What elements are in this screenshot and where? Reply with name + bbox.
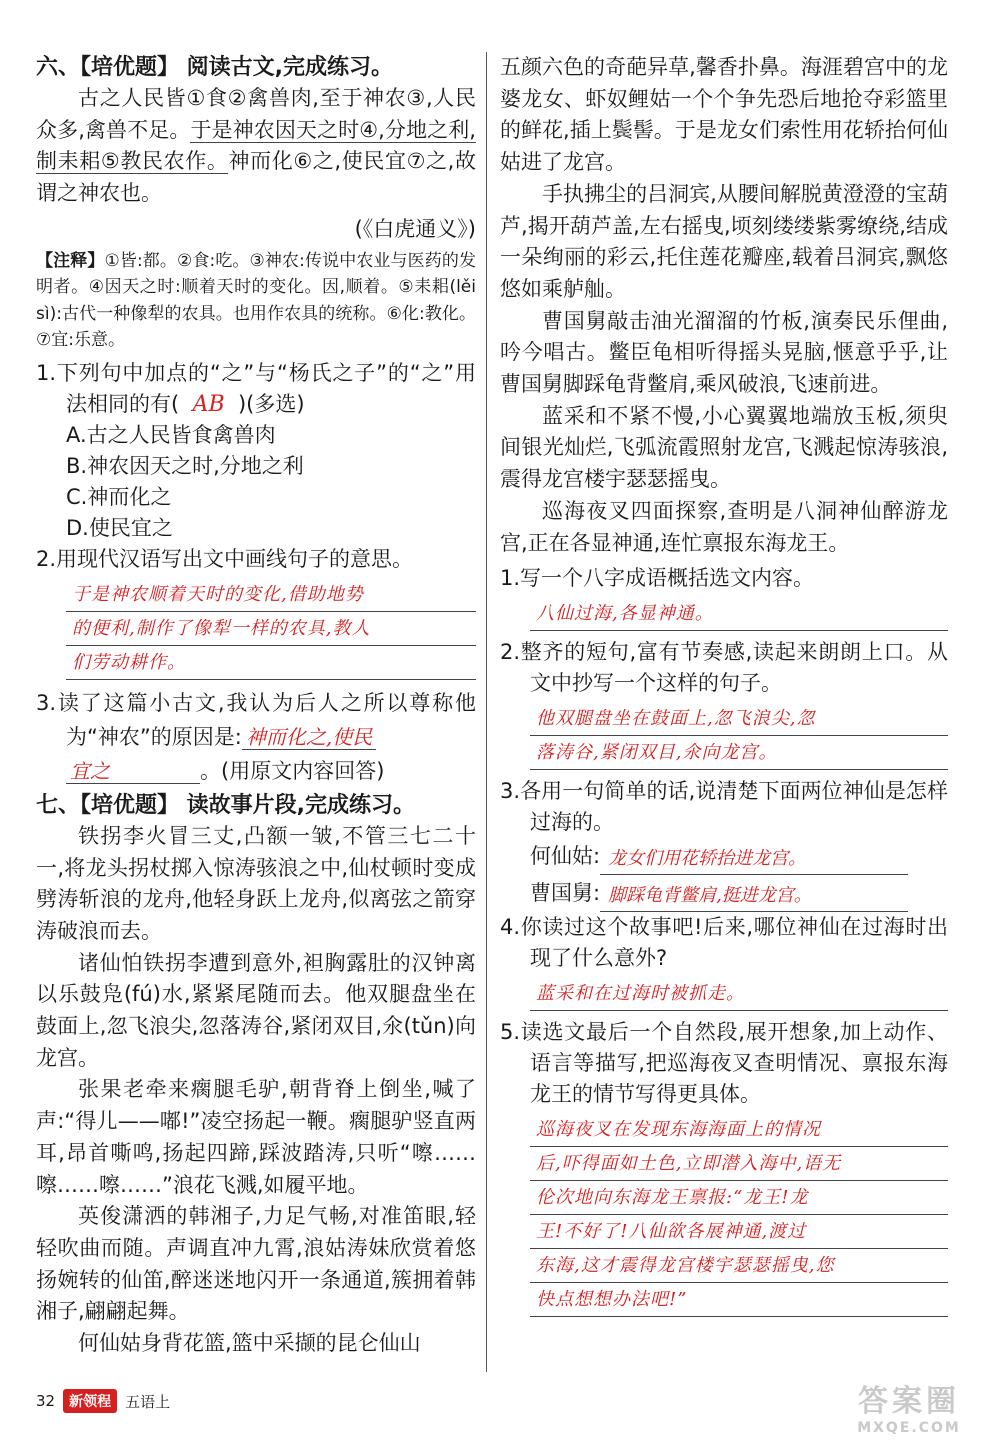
cao-guojiu-row: 曹国舅: 脚踩龟背鳖肩,挺进龙宫。 — [500, 875, 948, 912]
q2-answer-block — [66, 578, 476, 680]
answer-line: 落涛谷,紧闭双目,氽向龙宫。 — [530, 736, 948, 770]
answer-line: 们劳动耕作。 — [66, 646, 476, 680]
answer-line: 后,吓得面如土色,立即潜入海中,语无 — [530, 1147, 948, 1181]
story-paragraph: 张果老牵来瘸腿毛驴,朝背脊上倒坐,喊了声:“得儿——嘟!”凌空扬起一鞭。瘸腿驴竖直两耳,昂首嘶鸣,扬起四蹄,踩波踏涛,只听“嚓……嚓……嚓……”浪花飞溅,如履平地。 — [36, 1077, 476, 1197]
story-paragraph: 巡海夜叉四面探察,查明是八洞神仙醉游龙宫,正在各显神通,连忙禀报东海龙王。 — [500, 498, 948, 555]
he-xiangu-answer: 龙女们用花轿抬进龙宫。 — [600, 844, 908, 875]
option-b: B.神农因天之时,分地之利 — [66, 453, 304, 478]
left-column — [36, 52, 476, 1360]
answer-line: 八仙过海,各显神通。 — [530, 597, 948, 631]
he-xiangu-row: 何仙姑: 龙女们用花轿抬进龙宫。 — [500, 838, 948, 875]
story-paragraph: 手执拂尘的吕洞宾,从腰间解脱黄澄澄的宝葫芦,揭开葫芦盖,左右摇曳,顷刻缕缕紫雾缭绕,结成一朵绚丽的彩云,托住莲花瓣座,载着吕洞宾,飘悠悠如乘舻舢。 — [500, 181, 948, 301]
answer-line: 他双腿盘坐在鼓面上,忽飞浪尖,忽 — [530, 702, 948, 736]
story-paragraph: 英俊潇洒的韩湘子,力足气畅,对准笛眼,轻轻吹曲而随。声调直冲九霄,浪姑涛妹欣赏着悠扬婉转的仙笛,醉迷迷地闪开一条通道,簇拥着韩湘子,翩翩起舞。 — [36, 1204, 476, 1324]
question-6-3: 3.读了这篇小古文,我认为后人之所以尊称他为“神农”的原因是: 神而化之,使民 宜之 。(用原文内容回答) — [36, 690, 476, 783]
answer-line: 蓝采和在过海时被抓走。 — [530, 977, 948, 1011]
question-7-2: 2.整齐的短句,富有节奏感,读起来朗朗上口。从文中抄写一个这样的句子。 — [500, 640, 948, 696]
section-7-title: 七、【培优题】 读故事片段,完成练习。 — [36, 792, 416, 818]
q7-5-answer-block — [530, 1113, 948, 1317]
question-6-1: 1.下列句中加点的“之”与“杨氏之子”的“之”用法相同的有( AB )(多选) — [36, 360, 476, 417]
q1-answer: AB — [192, 391, 225, 417]
option-a: A.古之人民皆食禽兽肉 — [66, 422, 276, 447]
q7-2-answer-block — [530, 702, 948, 770]
story-paragraph: 何仙姑身背花篮,篮中采撷的昆仑仙山 — [78, 1331, 421, 1356]
q7-1-answer-block — [530, 597, 948, 631]
answer-line: 的便利,制作了像犁一样的农具,教人 — [66, 612, 476, 646]
answer-line: 伦次地向东海龙王禀报:“龙王!龙 — [530, 1181, 948, 1215]
underlined-sentence: 于是神农因天之时④,分地之利,制耒耜⑤教民农作。 — [36, 117, 476, 174]
right-column — [500, 52, 948, 1323]
answer-line: 巡海夜叉在发现东海海面上的情况 — [530, 1113, 948, 1147]
q3-answer-a: 神而化之,使民 — [242, 725, 376, 750]
q7-4-answer-block — [530, 977, 948, 1011]
section-6-title: 六、【培优题】 阅读古文,完成练习。 — [36, 55, 394, 80]
answer-line: 于是神农顺着天时的变化,借助地势 — [66, 578, 476, 612]
option-d: D.使民宜之 — [66, 515, 173, 540]
answer-line: 快点想想办法吧!” — [530, 1283, 948, 1317]
story-paragraph: 铁拐李火冒三丈,凸额一皱,不管三七二十一,将龙头拐杖掷入惊涛骇浪之中,仙杖顿时变成劈涛斩浪的龙舟,他轻身跃上龙舟,似离弦之箭穿涛破浪而去。 — [36, 823, 476, 943]
question-7-3: 3.各用一句简单的话,说清楚下面两位神仙是怎样过海的。 — [500, 779, 948, 835]
question-7-4: 4.你读过这个故事吧!后来,哪位神仙在过海时出现了什么意外? — [500, 915, 948, 971]
question-6-2: 2.用现代汉语写出文中画线句子的意思。 — [36, 546, 414, 571]
site-watermark: 答案圈 MXQE.COM — [857, 1384, 961, 1436]
brand-logo: 新领程 — [63, 1389, 117, 1413]
option-c: C.神而化之 — [66, 484, 172, 509]
column-divider — [486, 52, 487, 1372]
cao-guojiu-answer: 脚踩龟背鳖肩,挺进龙宫。 — [600, 881, 908, 912]
subject-label: 五语上 — [125, 1392, 171, 1411]
passage-source: (《白虎通义》) — [354, 216, 476, 241]
page-number: 32 — [36, 1392, 56, 1410]
page-footer — [36, 1386, 170, 1416]
story-paragraph: 诸仙怕铁拐李遭到意外,袒胸露肚的汉钟离以乐鼓凫(fú)水,紧紧尾随而去。他双腿盘坐在鼓面上,忽飞浪尖,忽落涛谷,紧闭双目,氽(tǔn)向龙宫。 — [36, 950, 476, 1070]
annotation-notes: 【注释】①皆:都。②食:吃。③神农:传说中农业与医药的发明者。④因天之时:顺着天时的变化。因,顺着。⑤耒耜(lěi sì):古代一种像犁的农具。也用作农具的统称。⑥化:教化。⑦宜:乐意。 — [36, 250, 477, 351]
question-7-1: 1.写一个八字成语概括选文内容。 — [500, 566, 815, 591]
answer-line: 东海,这才震得龙宫楼宇瑟瑟摇曳,您 — [530, 1249, 948, 1283]
q3-answer-b: 宜之 — [66, 759, 200, 784]
story-continuation: 五颜六色的奇葩异草,馨香扑鼻。海涯碧宫中的龙婆龙女、虾奴鲤姑一个个争先恐后地抢夺彩篮里的鲜花,插上鬓髻。于是龙女们索性用花轿抬何仙姑进了龙宫。 — [500, 55, 948, 175]
story-paragraph: 蓝采和不紧不慢,小心翼翼地端放玉板,须臾间银光灿烂,飞弧流霞照射龙宫,飞溅起惊涛骇浪,震得龙宫楼宇瑟瑟摇曳。 — [500, 403, 948, 492]
question-7-5: 5.读选文最后一个自然段,展开想象,加上动作、语言等描写,把巡海夜叉查明情况、禀报东海龙王的情节写得更具体。 — [500, 1020, 948, 1107]
answer-line: 王!不好了!八仙欲各展神通,渡过 — [530, 1215, 948, 1249]
story-paragraph: 曹国舅敲击油光溜溜的竹板,演奏民乐俚曲,吟今唱古。鳖臣龟相听得摇头晃脑,惬意乎乎,让曹国舅脚踩龟背鳖肩,乘风破浪,飞速前进。 — [500, 308, 948, 397]
classical-passage: 古之人民皆①食②禽兽肉,至于神农③,人民众多,禽兽不足。于是神农因天之时④,分地之利,制耒耜⑤教民农作。神而化⑥之,使民宜⑦之,故谓之神农也。 — [36, 86, 476, 206]
